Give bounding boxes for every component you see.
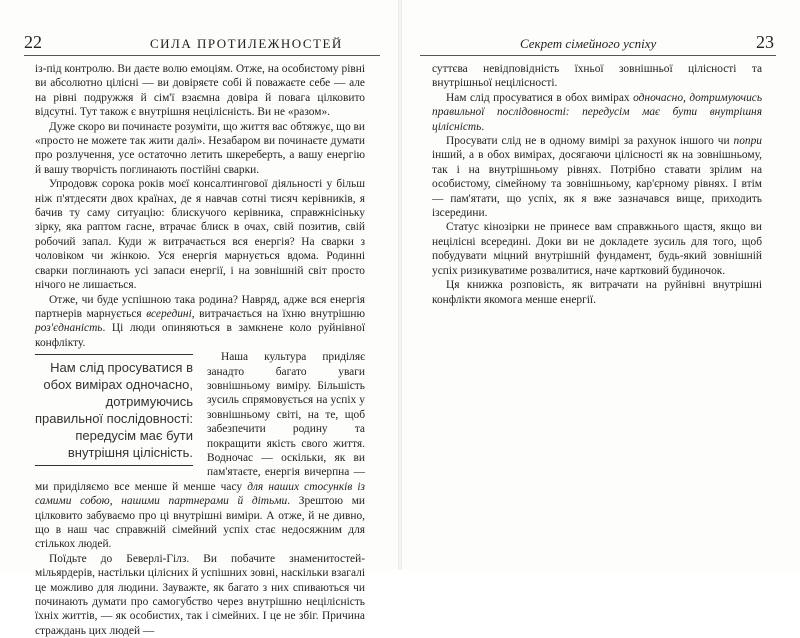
paragraph: Упродовж сорока років моєї консалтингової діяльності у більш ніж п'ятдесяти двох країнах, де я навчав сотні тисяч керівників, я бачив ту саму ситуацію: блискучого керівника, справжнісіньку зірку, яка раптом гасне, втрачає блиск в очах, свій позитив, свій робочий запал. Куди ж витрачається вся енергія? На сварки з чоловіком чи жінкою. Уся енергія марнується вдома. Родинні сварки поглинають усі запаси енергії, і на зовнішній світ просто нічого не лишається. [35,178,365,292]
header-rule [420,55,776,56]
paragraph: суттєва невідповідність їхньої зовнішньої цілісності та внутрішньої нецілісності. [432,63,762,90]
paragraph: Дуже скоро ви починаєте розуміти, що життя вас обтяжує, що ви «просто не можете так жити далі». Незабаром ви починаєте думати про розлучення, усе остаточно летить шкереберть, а вашу енергію й вашу творчість поглинають постійні сварки. [35,120,365,176]
left-body-text [35,62,365,638]
paragraph: Отже, чи буде успішною така родина? Навряд, адже вся енергія партнерів марнується всередині, витрачається на їхню внутрішню роз'єднаність. Ці люди опиняються в замкнене коло руйнівної конфлікту. [35,293,366,349]
right-page [402,0,800,570]
running-title: СИЛА ПРОТИЛЕЖНОСТЕЙ [150,36,343,51]
header-rule [24,55,380,56]
pull-quote-rule [35,354,193,355]
paragraph: Нам слід просуватися в обох вимірах одночасно, дотримуючись правильної послідовності: передусім має бути внутрішня цілісність. [432,91,762,133]
pull-quote [35,354,193,466]
pull-quote-rule [35,465,193,466]
paragraph: Просувати слід не в одному вимірі за рахунок іншого чи попри інший, а в обох вимірах, досягаючи цілісності як на зовнішньому, так і на внутрішньому рівнях. Потрібно ставати зрілим на особистому, сімейному та зовнішньому, кар'єрному рівнях. І втім — пам'ятати, що успіх, як я вже зазначався вище, приходить ізсередини. [432,135,762,220]
running-title: Секрет сімейного успіху [520,36,657,51]
paragraph: Ця книжка розповість, як витрачати на руйнівні внутрішні конфлікти якомога менше енергії. [432,279,762,306]
paragraph: із-під контролю. Ви даєте волю емоціям. Отже, на особистому рівні ви абсолютно цілісні — ви довіряєте собі й поважаєте себе — але на рівні подружжя й сім'ї взаємна довіра й повага цілковито відсутні. Тут також є внутрішня нецілісність. Ви не «разом». [35,63,365,119]
right-body-text [432,62,762,307]
paragraph: Наша культура приділяє занадто багато уваги зовнішньому виміру. Більшість зусиль спрямовується на успіх у зовнішньому світі, на те, щоб забезпечити родину та покращити якість свого життя. Водночас — оскільки, як ви пам'ятаєте, енергія вичерпна — ми приділяємо все менше й менше часу для наших стосунків із самими собою, нашими партнерами й дітьми. Зрештою ми цілковито забуваємо про ці внутрішні виміри. А отже, й не дивно, що в наш час справжній сімейний успіх стає недосяжним для стількох людей. [35,351,366,551]
left-page [0,0,400,637]
paragraph: Статус кінозірки не принесе вам справжнього щастя, якщо ви нецілісні всередині. Доки ви не докладете зусиль для того, щоб побудувати міцний внутрішній фундамент, будь-який зовнішній успіх ризикуватиме розвалитися, наче картковий будиночок. [432,221,762,277]
page-number: 23 [756,32,774,52]
pull-quote-text: Нам слід просуватися в обох вимірах одночасно, дотримуючись правильної послідовності: передусім має бути внутрішня цілісність. [35,360,193,461]
paragraph: Поїдьте до Беверлі-Гілз. Ви побачите знаменитостей-мільярдерів, настільки цілісних й успішних зовні, наскільки взагалі це можливо для людини. Зауважте, як багато з них спиваються чи починають думати про самогубство через внутрішню нецілісність їхніх життів, — як особистих, так і сімейних. І це не збіг. Причина страждань цих людей — [35,552,365,637]
page-number: 22 [24,32,42,52]
